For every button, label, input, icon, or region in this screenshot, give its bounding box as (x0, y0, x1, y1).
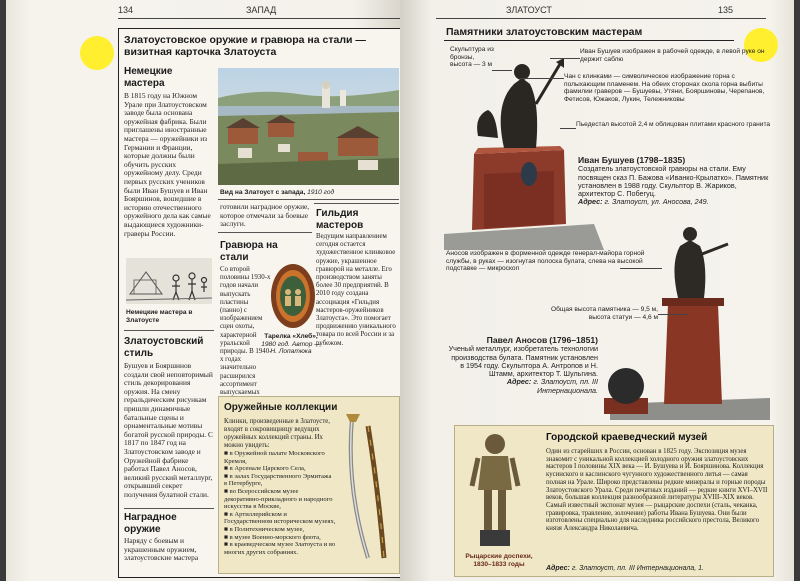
leader-line (550, 58, 580, 59)
sabre-illustration (338, 408, 394, 568)
list-item: ■ в музее Военно-морского флота, (224, 533, 321, 541)
anosov-uniform-note: Аносов изображен в форменной одежде генерал-майора горной службы, в руках — изогнутая полоска булата, слева на высокой подставке — микроскоп (446, 250, 645, 273)
leader-line (560, 128, 576, 129)
heading-gravura: Гравюра на стали (220, 240, 278, 263)
heading-nemetskie: Немецкие мастера (124, 66, 173, 89)
bushuev-name: Иван Бушуев (578, 155, 635, 165)
vat-note: Чан с клинками — символическое изображение горна с полыхающим пламенем. На обеих сторонах скола горна выбиты фамилии граверов — Бушуевы, Утяни, Бояршиновы, Черепанов, Фетисов, Южаков, Лукин, Тележниковы (564, 73, 765, 103)
anosov-text: Ученый металлург, изобретатель технологии производства булата. Памятник установлен в 1954 году. Скульптора А. Антропов и Н. Штамм, архитектор Т. Шульгина. (448, 344, 598, 379)
text-zlat-style: Бушуев и Бояршинов создали свой неповторимый стиль декорирования оружия. На смену геральдическим рисункам пришли динамичные батальные сцены и орнаментальные мотивы богатой русской природы. С 1817 по 1847 год на Златоустовском заводе и Оружейной фабрике работал Павел Аносов, великий русский металлург, открывший секрет получения булатной стали. (124, 361, 213, 499)
museum-title: Городской краеведческий музей (546, 432, 708, 443)
museum-text: Один из старейших в России, основан в 1825 году. Экспозиция музея знакомит с уникальной коллекцией холодного оружия златоустовских мастеров I половины XIX века — И. Бушуева и И. Бояршинова. Коллекция кусинского и каслинского чугунного художественного литья — самая полная на Урале. Широко представлены редкие минералы и горные породы Златоустовского Урала. Среди печатных изданий — редкие книги XVI–XVII веков, большая коллекция разнообразной литературы XVIII–XIX веков. Самый известный экспонат музея — рыцарские доспехи (сталь, чеканка, гравировка, травление, золочение) работы Ивана Бушуева. Они были изготовлены специально для наследника российского престола, Великого князя Александра Николаевича. (546, 448, 768, 533)
cannonball-image (596, 358, 656, 418)
heading-gildiya: Гильдия мастеров (316, 208, 364, 231)
bushuev-text: Создатель златоустовской гравюры на стали. Ему посвящен сказ П. Бажова «Иванко-Крылатко». Памятник установлен в 1988 году. Скульптор В. Жариков, архитектор С. Побегуц. (578, 164, 769, 199)
list-item-text: в залах Государственного Эрмитажа в Петербурге, (224, 472, 332, 488)
bushuev-address: г. Златоуст, ул. Аносова, 249. (604, 197, 709, 207)
book-spread (6, 0, 794, 581)
list-item: ■ в Арсенале Царского Села, (224, 465, 306, 473)
list-item: ■ во Всероссийском музее декоративно-прикладного и народного искусства в Москве, (224, 487, 333, 511)
list-item: ■ в Оружейной палате Московского Кремля, (224, 450, 325, 465)
yellow-tab-marker (80, 36, 114, 70)
list-item: ■ в Политехническом музее, (224, 525, 305, 533)
leader-line (620, 268, 662, 269)
bushuev-block (578, 156, 774, 207)
text-gravura: Со второй половины 1930-х годов начали выпускать пластины (панно) с изображением сцен охоты, характерной уральской природы. В 1940-х годах значительно расширился ассортимент выпускаемых (220, 266, 272, 397)
leader-line (520, 78, 564, 79)
page-number-left: 134 (118, 5, 134, 15)
height-note-statue: высота статуи — 4,6 м (588, 313, 658, 321)
heading-zlat-style: Златоустовский стиль (124, 336, 204, 359)
plate-caption-bold: Тарелка «Хлеб», (264, 333, 318, 340)
anosov-address-label: Адрес: (506, 377, 532, 387)
left-page (6, 0, 400, 581)
list-item: ■ в залах Государственного Эрмитажа в Петербурге, (224, 472, 332, 488)
anosov-years: (1796–1851) (549, 335, 598, 345)
museum-address (546, 565, 768, 573)
running-head-left: ЗАПАД (246, 5, 277, 15)
plate-image (270, 262, 316, 330)
divider (124, 330, 214, 331)
plate-caption (258, 333, 324, 356)
header-rule (436, 18, 766, 19)
armor-image (470, 430, 520, 548)
plate-caption-rest: 1980 год. Автор — Н. Лопатюка (261, 340, 321, 356)
text-gildiya: Ведущим направлением сегодня остается художественное клинковое оружие, украшенное гравюрой на металле. Его производством заняты более 30 предприятий. В 2010 году создана ассоциация «Гильдия мастеров-оружейников Златоуста». Это помогает продвижению уникального товара по всей России и за рубежом. (316, 233, 396, 347)
text-nemetskie: В 1815 году на Южном Урале при Златоустовском заводе была основана оружейная фабрика. Были приглашены иностранные мастера — оружейники из Германии и Франции, которые должны были обучить русских оружейному делу. Среди первых русских учеников были Иван Бушуев и Иван Бояршинов, вошедшие в историю отечественного оружейного дела как самые выдающиеся художники-граверы России. (124, 91, 211, 238)
right-page (400, 0, 794, 581)
collections-list (224, 450, 336, 556)
list-item-text: в Политехническом музее, (229, 525, 305, 533)
leader-line (492, 70, 512, 71)
height-note (528, 306, 658, 321)
town-photo-caption-bold: Вид на Златоуст с запада, (220, 189, 306, 196)
list-item-text: в музее Военно-морского флота, (229, 533, 321, 541)
town-photo-image (218, 68, 399, 185)
sketch-caption: Немецкие мастера в Златоусте (126, 309, 193, 324)
page-number-right: 135 (718, 5, 734, 15)
list-item: ■ в Артиллерийском и Государственном историческом музеях, (224, 510, 336, 526)
title-rule (444, 40, 734, 41)
sketch-image (126, 258, 212, 304)
town-photo (218, 68, 399, 185)
anosov-name: Павел Аносов (486, 335, 548, 345)
museum-address-text: г. Златоуст, пл. III Интернационала, 1. (571, 565, 704, 572)
list-item-text: в Артиллерийском и Государственном историческом музеях, (224, 510, 336, 526)
divider (124, 508, 214, 509)
list-item-text: в Арсенале Царского Села, (229, 465, 306, 473)
list-item-text: в краеведческом музее Златоуста и во многих других собраниях. (224, 541, 336, 556)
list-item: ■ в краеведческом музее Златоуста и во многих других собраниях. (224, 541, 336, 556)
anosov-block (446, 336, 598, 395)
monuments-title: Памятники златоустовским мастерам (446, 26, 643, 38)
heading-nagradnoe: Наградное оружие (124, 512, 177, 535)
heading-collections: Оружейные коллекции (224, 402, 338, 413)
bushuev-workwear-note: Иван Бушуев изображен в рабочей одежде, в левой руке он держит саблю (580, 48, 765, 63)
text-continued: готовили наградное оружие, которое отмечали за боевые заслуги. (220, 202, 310, 229)
sculpture-label: Скульптура из бронзы, высота — 3 м (450, 46, 494, 69)
armor-caption: Рыцарские доспехи, 1830–1833 годы (465, 553, 533, 568)
header-rule (118, 18, 403, 19)
main-title: Златоустовское оружие и гравюра на стали — визитная карточка Златоуста (124, 34, 366, 58)
town-photo-caption-year: 1910 год (307, 189, 335, 196)
text-nagradnoe: Наряду с боевым и украшенным оружием, златоустовские мастера (124, 536, 199, 563)
height-note-total: Общая высота памятника — 9,5 м, (551, 306, 658, 313)
running-head-right: ЗЛАТОУСТ (506, 5, 552, 15)
collections-intro: Клинки, произведенные в Златоусте, входят в сокровищницу ведущих оружейных коллекций страны. Их можно увидеть: (224, 418, 331, 449)
leader-line (658, 314, 688, 315)
bushuev-address-label: Адрес: (578, 197, 603, 207)
plate-illustration (270, 262, 316, 330)
divider (314, 203, 399, 204)
town-photo-caption (220, 189, 398, 197)
list-item-text: в Оружейной палате Московского Кремля, (224, 450, 325, 465)
pedestal-note: Пьедестал высотой 2,4 м облицован плитами красного гранита (576, 121, 771, 128)
bushuev-years: (1798–1835) (636, 155, 686, 165)
sketch-illustration (126, 258, 212, 304)
museum-address-label: Адрес: (546, 565, 570, 572)
divider (218, 199, 399, 200)
anosov-address: г. Златоуст, пл. III Интернационала. (533, 377, 598, 395)
list-item-text: во Всероссийском музее декоративно-прикладного и народного искусства в Москве, (224, 487, 333, 511)
divider (218, 232, 312, 233)
